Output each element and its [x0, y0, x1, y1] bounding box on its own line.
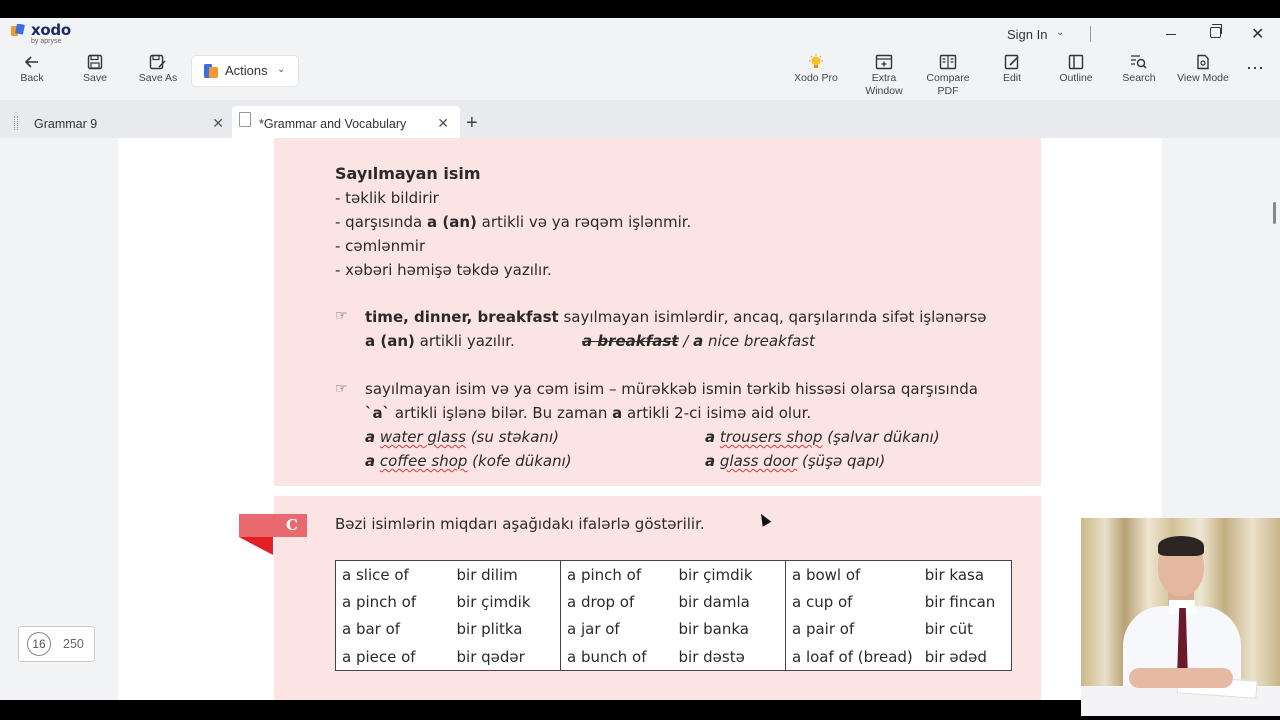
table-cell-translation: bir kasa	[924, 565, 985, 584]
example-translation: (şalvar dükanı)	[822, 428, 940, 446]
table-cell-translation: bir fincan	[924, 592, 996, 611]
table-cell-translation: bir çimdik	[451, 588, 561, 616]
bullet-item: - xəbəri həmişə təkdə yazılır.	[335, 261, 552, 279]
bullet-bold: a (an)	[427, 213, 477, 231]
edit-button[interactable]	[982, 54, 1042, 85]
table-cell-english: a loaf of (bread)	[792, 647, 913, 666]
tab-grammar-9[interactable]	[14, 108, 232, 138]
example-article: a	[365, 452, 376, 470]
section-heading: Sayılmayan isim	[335, 164, 481, 183]
bullet-item: - cəmlənmir	[335, 237, 426, 255]
table-row	[336, 588, 1012, 616]
save-icon	[87, 54, 103, 70]
view-mode-label: View Mode	[1177, 72, 1229, 84]
example-article: a	[693, 332, 704, 350]
tab-label: *Grammar and Vocabulary	[259, 117, 407, 131]
outline-button[interactable]	[1046, 54, 1106, 85]
bullet-item: - təklik bildirir	[335, 189, 439, 207]
pointing-hand-icon: ☞	[335, 380, 348, 396]
bullet-text: artikli və ya rəqəm işlənmir.	[476, 213, 692, 231]
section-tag	[239, 514, 307, 537]
table-cell-english: a jar of	[567, 620, 620, 639]
table-row	[336, 643, 1012, 671]
close-window-button[interactable]: ✕	[1251, 26, 1265, 43]
table-cell-english: a drop of	[567, 592, 635, 611]
arrow-left-icon	[24, 54, 40, 70]
example-item	[705, 452, 885, 470]
webcam-overlay	[1081, 518, 1280, 716]
close-tab-icon[interactable]: ✕	[212, 115, 224, 131]
struck-example: a breakfast	[582, 332, 679, 350]
actions-icon	[204, 64, 218, 78]
chevron-down-icon: ⌄	[277, 64, 286, 75]
save-as-icon	[149, 54, 167, 70]
example-word: glass door	[719, 452, 798, 470]
table-cell-english: a pinch of	[567, 565, 642, 584]
note-bold: a (an)	[365, 332, 415, 350]
example-item	[365, 452, 572, 470]
outline-icon	[1068, 54, 1084, 70]
chevron-down-icon[interactable]: ⌄	[1056, 27, 1065, 38]
compare-pdf-label: Compare PDF	[926, 72, 970, 97]
compare-icon	[939, 54, 957, 70]
section-letter: C	[286, 516, 298, 534]
extra-window-label: Extra Window	[865, 72, 903, 97]
table-cell-translation: bir ədəd	[924, 647, 987, 666]
table-cell-translation: bir damla	[673, 588, 786, 616]
back-button[interactable]	[2, 54, 62, 85]
example-translation: (şüşə qapı)	[797, 452, 886, 470]
example-item	[365, 428, 559, 446]
xodo-pro-label: Xodo Pro	[794, 72, 838, 84]
view-mode-button[interactable]	[1173, 54, 1233, 85]
xodo-pro-button[interactable]	[786, 54, 846, 85]
example-word: coffee shop	[379, 452, 468, 470]
edit-label: Edit	[1002, 72, 1022, 84]
example-article: a	[365, 428, 376, 446]
note-text: sayılmayan isimlərdir, ancaq, qarşılarında sifət işlənərsə	[558, 308, 987, 326]
document-icon	[239, 112, 251, 127]
table-cell-english: a pinch of	[342, 592, 417, 611]
minimize-button[interactable]	[1166, 34, 1176, 35]
table-cell-translation: bir banka	[673, 616, 786, 644]
example-word: water glass	[379, 428, 466, 446]
table-cell-translation: bir cüt	[924, 620, 974, 639]
table-cell-translation: bir qədər	[451, 643, 561, 671]
close-tab-icon[interactable]: ✕	[437, 115, 449, 131]
table-cell-translation: bir dəstə	[673, 643, 786, 671]
search-button[interactable]	[1109, 54, 1169, 85]
table-row	[336, 616, 1012, 644]
divider	[1090, 26, 1091, 42]
xodo-logo-icon	[11, 24, 27, 38]
search-icon	[1130, 54, 1148, 70]
save-as-label: Save As	[138, 72, 178, 84]
table-cell-english: a cup of	[792, 592, 853, 611]
tab-label: Grammar 9	[34, 117, 98, 131]
sign-in-button[interactable]: Sign In	[1007, 27, 1048, 42]
save-label: Save	[83, 72, 107, 84]
edit-icon	[1004, 54, 1020, 70]
new-tab-icon[interactable]: +	[466, 112, 478, 134]
example-sep: /	[678, 332, 694, 350]
example-article: a	[705, 452, 716, 470]
example-text: nice breakfast	[703, 332, 815, 350]
actions-label: Actions	[225, 63, 268, 78]
compare-pdf-button[interactable]	[918, 54, 978, 98]
page-indicator[interactable]	[18, 626, 95, 662]
scrollbar-thumb[interactable]	[1273, 202, 1276, 224]
note-line	[365, 332, 515, 350]
tab-grammar-and-vocabulary[interactable]	[232, 106, 460, 138]
search-label: Search	[1122, 72, 1156, 84]
table-cell-english: a piece of	[342, 647, 416, 666]
pointing-hand-icon: ☞	[335, 307, 348, 323]
note-text: artikli işlənə bilər. Bu zaman	[390, 404, 613, 422]
back-label: Back	[20, 72, 44, 84]
note-line	[365, 404, 811, 422]
table-cell-english: a slice of	[342, 565, 409, 584]
section-intro: Bəzi isimlərin miqdarı aşağıdakı ifalərlə göstərilir.	[335, 515, 705, 533]
bullet-item	[335, 213, 691, 231]
section-tag-fold	[239, 537, 273, 555]
example-article: a	[705, 428, 716, 446]
view-mode-icon	[1195, 54, 1211, 70]
lightbulb-icon	[808, 54, 824, 70]
more-options-icon[interactable]: ⋯	[1246, 58, 1265, 78]
table-cell-translation: bir çimdik	[673, 561, 786, 589]
note-line: sayılmayan isim və ya cəm isim – mürəkkəb ismin tərkib hissəsi olarsa qarşısında	[365, 380, 978, 398]
note-bold: `a`	[365, 404, 391, 422]
example-translation: (kofe dükanı)	[467, 452, 572, 470]
table-cell-translation: bir dilim	[451, 561, 561, 589]
example-translation: (su stəkanı)	[465, 428, 559, 446]
logo-subtext: by apryse	[31, 38, 62, 45]
note-text: artikli yazılır.	[414, 332, 515, 350]
total-pages: 250	[63, 637, 84, 651]
measure-table	[335, 560, 1012, 671]
table-cell-english: a bunch of	[567, 647, 647, 666]
save-button[interactable]	[65, 54, 125, 85]
logo-text: xodo	[31, 21, 71, 39]
presenter-hair	[1158, 536, 1204, 556]
note-text: artikli 2-ci isimə aid olur.	[622, 404, 812, 422]
pdf-page	[118, 138, 1162, 700]
table-cell-english: a pair of	[792, 620, 855, 639]
table-cell-english: a bowl of	[792, 565, 861, 584]
note-example	[582, 332, 815, 350]
example-word: trousers shop	[719, 428, 823, 446]
actions-dropdown[interactable]	[192, 56, 298, 86]
note-line	[365, 308, 987, 326]
restore-button[interactable]	[1210, 27, 1221, 38]
table-cell-translation: bir plitka	[451, 616, 561, 644]
extra-window-button[interactable]	[854, 54, 914, 98]
title-bar	[0, 18, 1280, 48]
bullet-text: - qarşısında	[335, 213, 428, 231]
extra-window-icon	[875, 54, 893, 70]
note-bold: a	[612, 404, 623, 422]
table-row	[336, 561, 1012, 589]
presenter-hands	[1129, 668, 1233, 688]
table-cell-english: a bar of	[342, 620, 401, 639]
save-as-button[interactable]	[128, 54, 188, 85]
outline-label: Outline	[1059, 72, 1093, 84]
example-item	[705, 428, 940, 446]
note-bold: time, dinner, breakfast	[365, 308, 559, 326]
drag-handle-icon[interactable]	[14, 116, 18, 130]
current-page[interactable]: 16	[27, 632, 51, 656]
